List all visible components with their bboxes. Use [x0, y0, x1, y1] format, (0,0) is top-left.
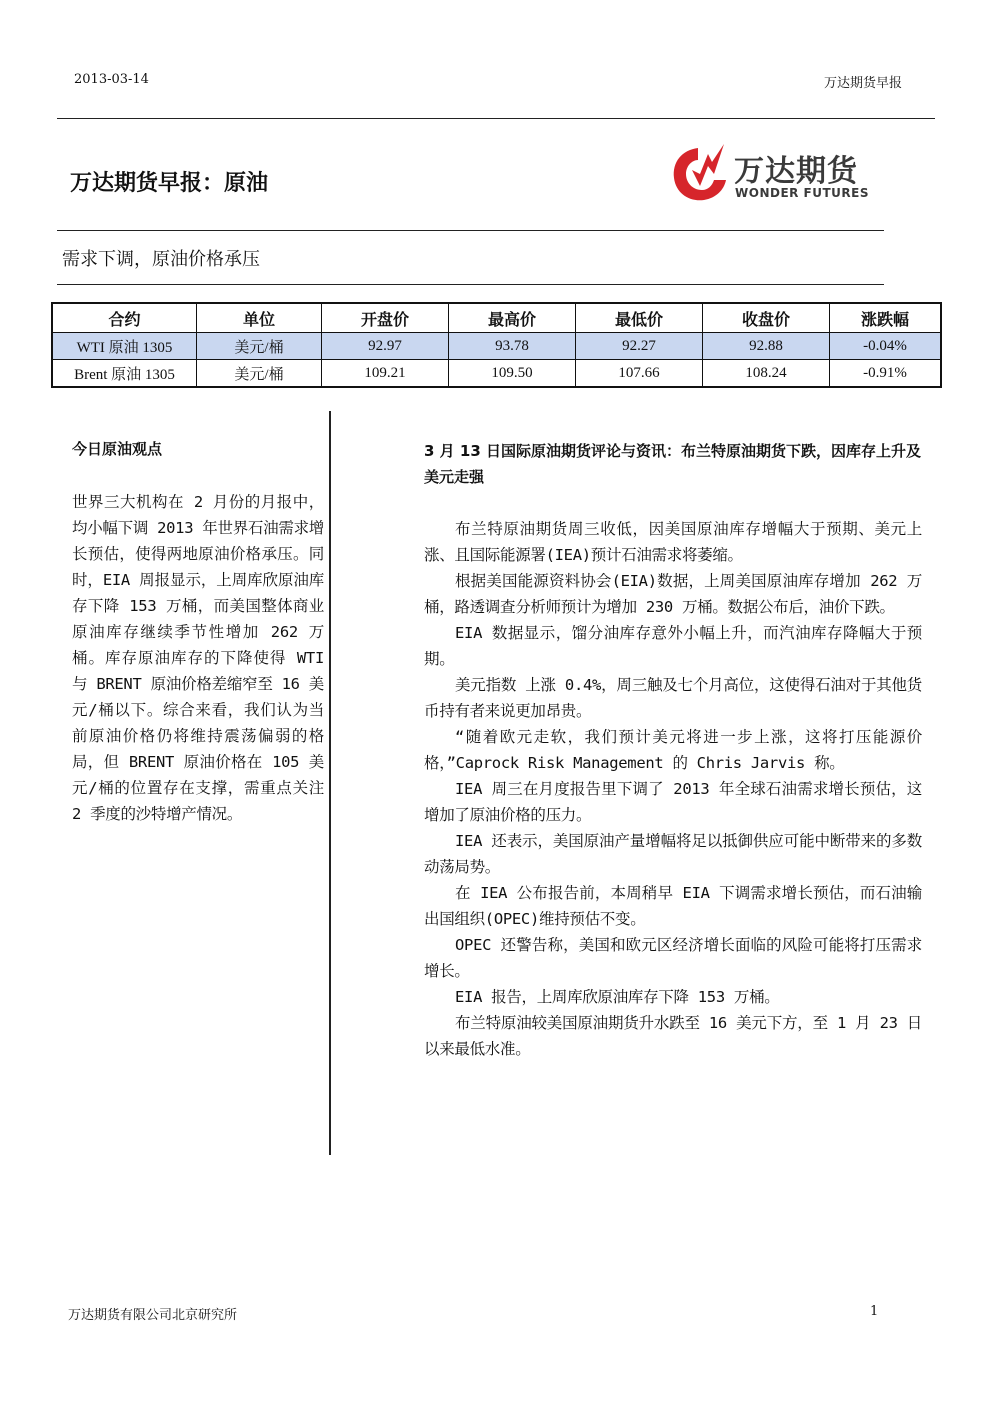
col-header: 收盘价: [703, 303, 830, 333]
news-paragraph: 布兰特原油较美国原油期货升水跌至 16 美元下方，至 1 月 23 日以来最低水准。: [424, 1014, 922, 1058]
column-divider: [329, 411, 331, 1155]
table-cell: 108.24: [703, 360, 830, 388]
news-paragraph: IEA 周三在月度报告里下调了 2013 年全球石油需求增长预估，这增加了原油价格的压力。: [424, 780, 922, 824]
logo-cn-text: 万达期货: [734, 154, 858, 189]
news-body: [424, 516, 922, 1062]
col-header: 开盘价: [322, 303, 449, 333]
logo-en-text: WONDER FUTURES: [735, 186, 870, 200]
news-paragraph: 布兰特原油期货周三收低，因美国原油库存增幅大于预期、美元上涨、且国际能源署(IEA)预计石油需求将萎缩。: [424, 520, 922, 564]
header-date: 2013-03-14: [74, 72, 149, 87]
news-paragraph: EIA 报告，上周库欣原油库存下降 153 万桶。: [455, 988, 780, 1006]
table-cell: WTI 原油 1305: [52, 333, 197, 360]
table-cell: 107.66: [576, 360, 703, 388]
wonder-logo-icon: [668, 140, 732, 206]
outlook-body: 世界三大机构在 2 月份的月报中，均小幅下调 2013 年世界石油需求增长预估，使得两地原油价格承压。同时，EIA 周报显示，上周库欣原油库存下降 153 万桶，而美国整体商业原油库存继续季节性增加 262 万桶。库存原油库存的下降使得 WTI 与 BRENT 原油价格差缩窄至 16 美元/桶以下。综合来看，我们认为当前原油价格仍将维持震荡偏弱的格局，但 BRENT 原油价格在 105 美元/桶的位置存在支撑，需重点关注 2 季度的沙特增产情况。: [72, 493, 324, 823]
table-cell: 93.78: [449, 333, 576, 360]
title-rule: [57, 230, 884, 231]
news-column: [424, 438, 922, 1062]
table-cell: 美元/桶: [197, 360, 322, 388]
news-paragraph: OPEC 还警告称，美国和欧元区经济增长面临的风险可能将打压需求增长。: [424, 936, 922, 980]
col-header: 最低价: [576, 303, 703, 333]
table-cell: -0.04%: [830, 333, 942, 360]
col-header: 单位: [197, 303, 322, 333]
news-paragraph: “随着欧元走软，我们预计美元将进一步上涨，这将打压能源价格，”Caprock Risk Management 的 Chris Jarvis 称。: [424, 728, 922, 772]
outlook-column: [72, 438, 324, 827]
news-paragraph: IEA 还表示，美国原油产量增幅将足以抵御供应可能中断带来的多数动荡局势。: [424, 832, 922, 876]
col-header: 最高价: [449, 303, 576, 333]
subtitle: 需求下调，原油价格承压: [62, 249, 260, 270]
table-cell: 92.27: [576, 333, 703, 360]
col-header: 合约: [52, 303, 197, 333]
table-cell: 109.50: [449, 360, 576, 388]
table-row: [52, 360, 941, 388]
table-cell: -0.91%: [830, 360, 942, 388]
footer-company: 万达期货有限公司北京研究所: [68, 1308, 238, 1323]
outlook-heading: 今日原油观点: [72, 440, 163, 458]
news-paragraph: EIA 数据显示，馏分油库存意外小幅上升，而汽油库存降幅大于预期。: [424, 624, 922, 668]
page-title: 万达期货早报：原油: [70, 171, 269, 196]
table-cell: 109.21: [322, 360, 449, 388]
table-cell: Brent 原油 1305: [52, 360, 197, 388]
table-cell: 92.88: [703, 333, 830, 360]
subtitle-rule: [57, 284, 884, 285]
table-cell: 美元/桶: [197, 333, 322, 360]
table-cell: 92.97: [322, 333, 449, 360]
news-paragraph: 根据美国能源资料协会(EIA)数据，上周美国原油库存增加 262 万桶，路透调查分析师预计为增加 230 万桶。数据公布后，油价下跌。: [424, 572, 922, 616]
header-publication: 万达期货早报: [823, 76, 902, 91]
news-paragraph: 在 IEA 公布报告前，本周稍早 EIA 下调需求增长预估，而石油输出国组织(OPEC)维持预估不变。: [424, 884, 922, 928]
news-heading: 3 月 13 日国际原油期货评论与资讯：布兰特原油期货下跌，因库存上升及美元走强: [424, 442, 921, 486]
news-paragraph: 美元指数 上涨 0.4%，周三触及七个月高位，这使得石油对于其他货币持有者来说更加昂贵。: [424, 676, 922, 720]
col-header: 涨跌幅: [830, 303, 942, 333]
table-header-row: [52, 303, 941, 333]
page-number: 1: [870, 1304, 879, 1319]
table-row: [52, 333, 941, 360]
header-rule: [57, 118, 935, 119]
quotes-table: [51, 302, 942, 388]
